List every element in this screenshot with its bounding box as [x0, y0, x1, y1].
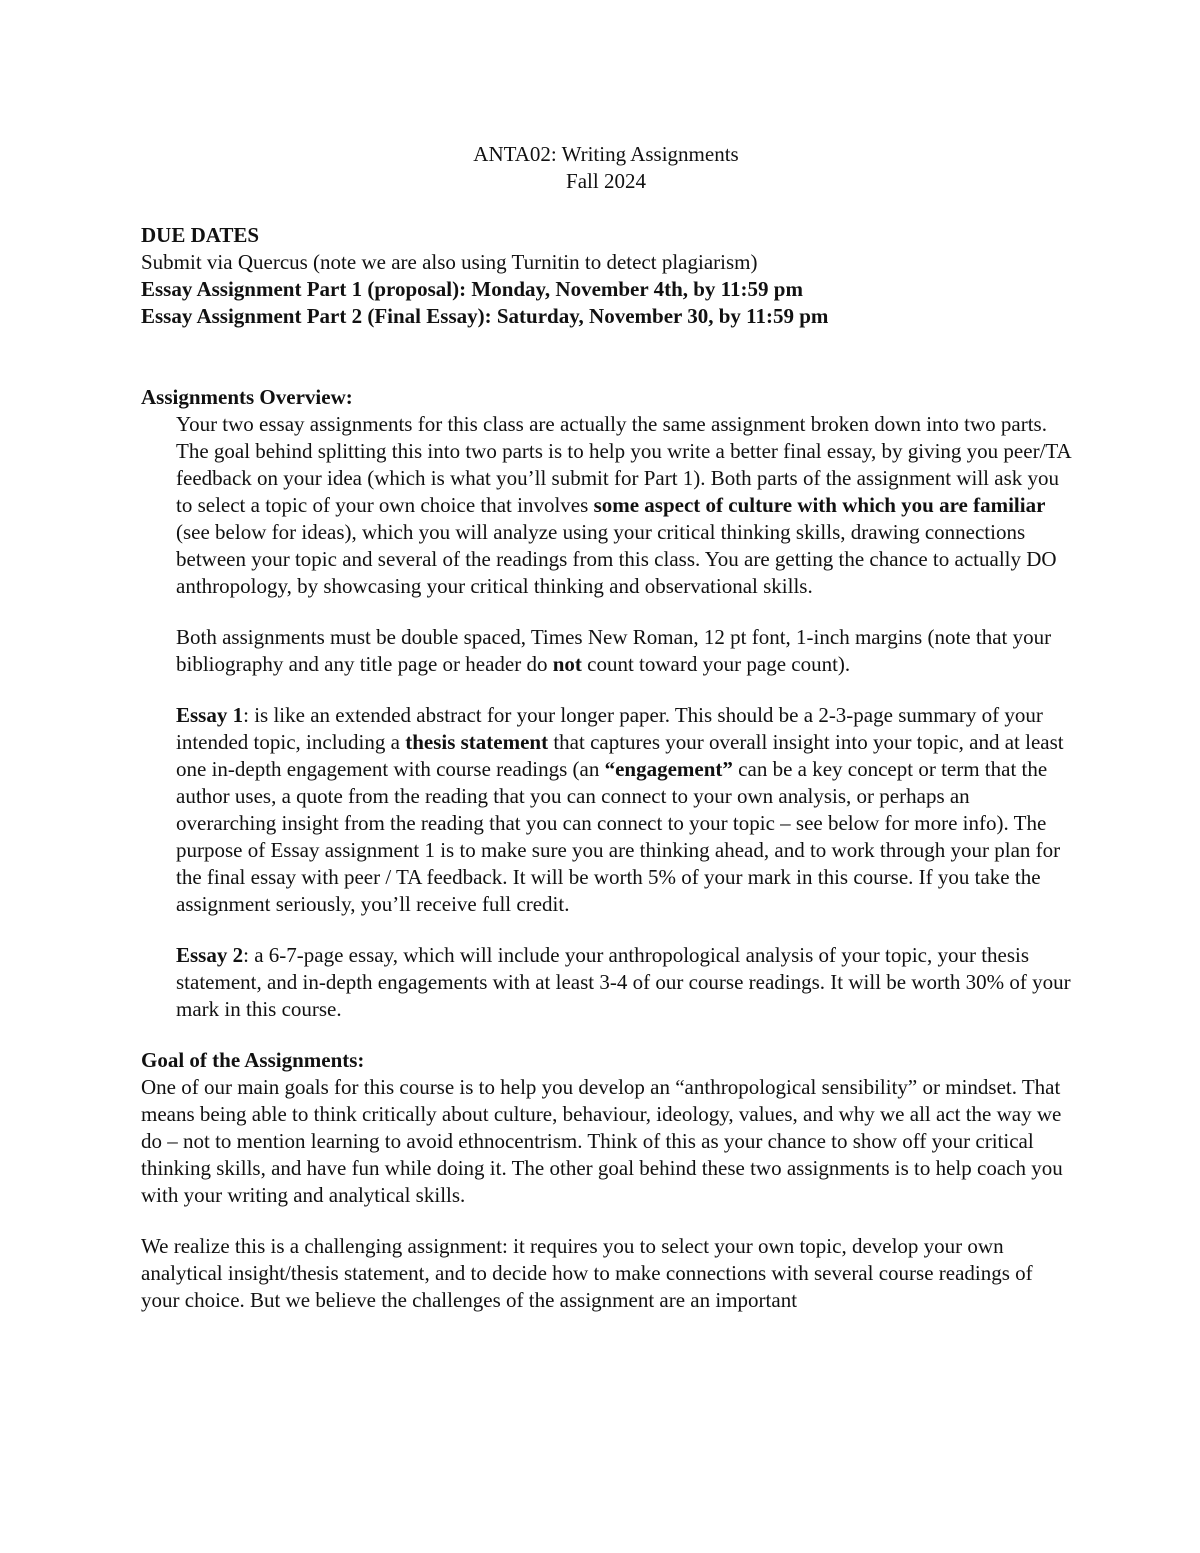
essay2-label: Essay 2 — [176, 943, 244, 967]
essay1-paragraph — [141, 702, 1071, 918]
document-term: Fall 2024 — [566, 169, 646, 193]
overview-p1-text-b: (see below for ideas), which you will analyze using your critical thinking skills, drawing connections between your topic and several of the readings from this class. You are getting the chance to actually DO anthropology, by showcasing your critical thinking and observational skills. — [176, 520, 1057, 598]
submit-note: Submit via Quercus (note we are also using Turnitin to detect plagiarism) — [141, 250, 758, 274]
essay2-text-a: : a 6-7-page essay, which will include your anthropological analysis of your topic, your thesis statement, and in-depth engagements with at least 3-4 of our course readings. It will be worth 30% of your mark in this course. — [176, 943, 1071, 1021]
goal-section — [141, 1047, 1071, 1314]
essay1-text-b: that captures your overall insight into your topic, and at least one in-depth engagement with course readings (an — [176, 730, 1064, 781]
overview-p2-emphasis: not — [552, 652, 582, 676]
overview-p2-text-b: count toward your page count). — [581, 652, 851, 676]
overview-paragraph-1 — [141, 411, 1071, 600]
overview-paragraph-2 — [141, 624, 1071, 678]
document-title: ANTA02: Writing Assignments — [473, 142, 739, 166]
goal-heading: Goal of the Assignments: — [141, 1048, 365, 1072]
overview-p1-emphasis: some aspect of culture with which you are familiar — [593, 493, 1046, 517]
spacer — [141, 330, 1071, 384]
due-dates-section — [141, 222, 1071, 330]
due-date-part1: Essay Assignment Part 1 (proposal): Monday, November 4th, by 11:59 pm — [141, 277, 803, 301]
page-content — [141, 141, 1071, 1338]
overview-p2-text-a: Both assignments must be double spaced, Times New Roman, 12 pt font, 1-inch margins (note that your bibliography and any title page or header do — [176, 625, 1052, 676]
essay1-text-c: can be a key concept or term that the author uses, a quote from the reading that you can connect to your own analysis, or perhaps an overarching insight from the reading that you can connect to your topic – see below for more info). The purpose of Essay assignment 1 is to make sure you are thinking ahead, and to work through your plan for the final essay with peer / TA feedback. It will be worth 5% of your mark in this course. If you take the assignment seriously, you’ll receive full credit. — [176, 757, 1061, 916]
overview-section — [141, 384, 1071, 1023]
due-date-part2: Essay Assignment Part 2 (Final Essay): Saturday, November 30, by 11:59 pm — [141, 304, 829, 328]
due-dates-heading: DUE DATES — [141, 223, 260, 247]
overview-heading: Assignments Overview: — [141, 385, 353, 409]
essay2-paragraph — [141, 942, 1071, 1023]
title-block — [141, 141, 1071, 195]
essay1-engagement-emphasis: “engagement” — [604, 757, 733, 781]
goal-paragraph-1: One of our main goals for this course is to help you develop an “anthropological sensibility” or mindset. That means being able to think critically about culture, behaviour, ideology, values, and why we all act the way we do – not to mention learning to avoid ethnocentrism. Think of this as your chance to show off your critical thinking skills, and have fun while doing it. The other goal behind these two assignments is to help coach you with your writing and analytical skills. — [141, 1075, 1063, 1207]
essay1-label: Essay 1 — [176, 703, 244, 727]
essay1-thesis-emphasis: thesis statement — [405, 730, 549, 754]
essay1-text-a: : is like an extended abstract for your longer paper. This should be a 2-3-page summary of your intended topic, including a — [176, 703, 1043, 754]
goal-paragraph-2: We realize this is a challenging assignment: it requires you to select your own topic, develop your own analytical insight/thesis statement, and to decide how to make connections with several course readings of your choice. But we believe the challenges of the assignment are an important — [141, 1234, 1033, 1312]
overview-p1-text-a: Your two essay assignments for this class are actually the same assignment broken down into two parts. The goal behind splitting this into two parts is to help you write a better final essay, by giving you peer/TA feedback on your idea (which is what you’ll submit for Part 1). Both parts of the assignment will ask you to select a topic of your own choice that involves — [176, 412, 1071, 517]
